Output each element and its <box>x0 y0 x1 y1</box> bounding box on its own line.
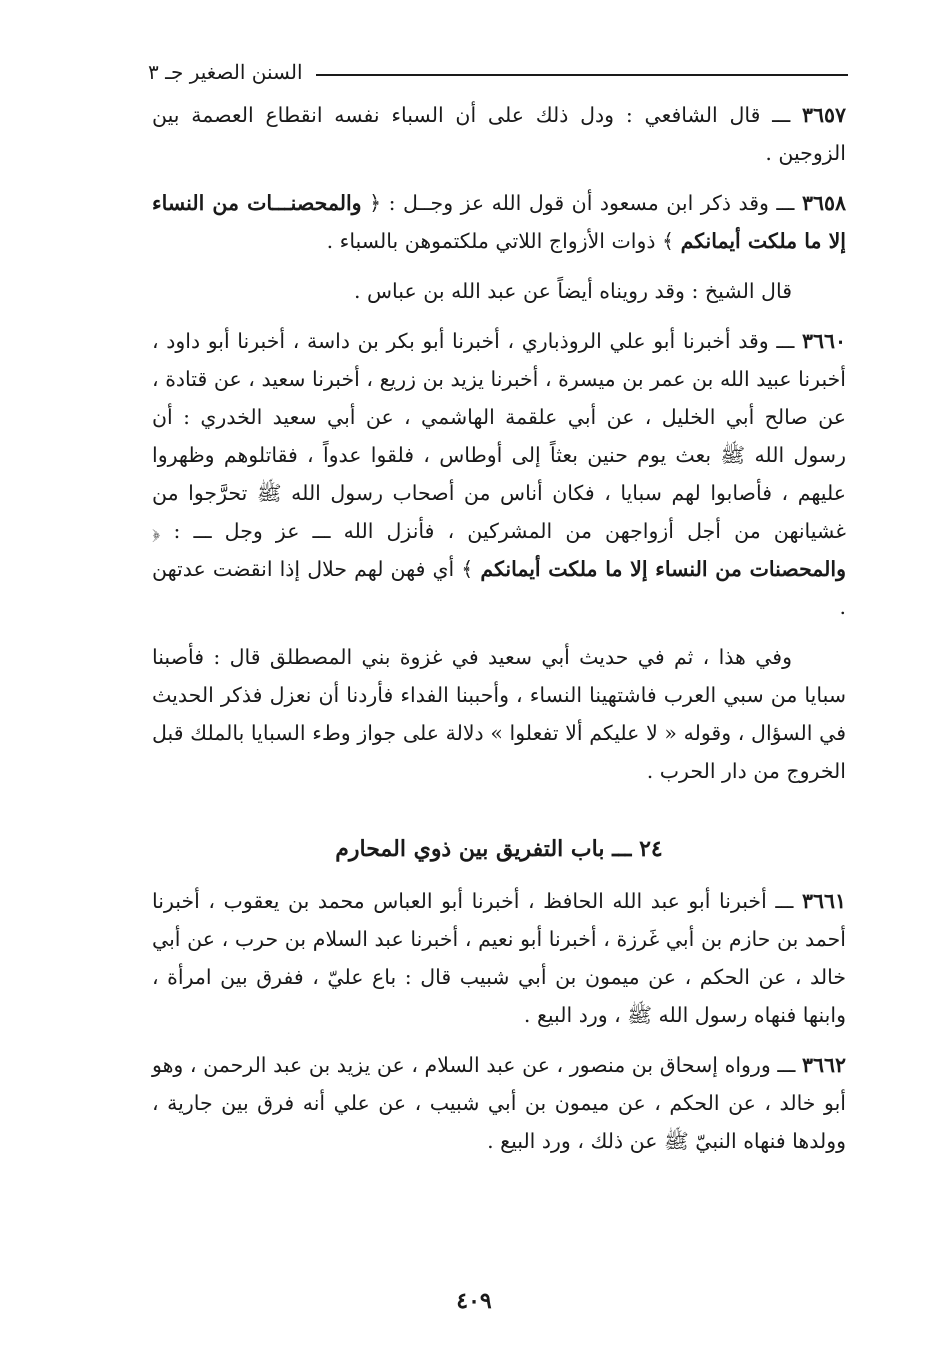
paragraph-3662 <box>152 1046 846 1160</box>
paragraph-sheikh-note <box>152 272 846 310</box>
chapter-heading: ٢٤ ـــ باب التفريق بين ذوي المحارم <box>335 836 663 862</box>
paragraph-text: ـــ قال الشافعي : ودل ذلك على أن السباء نفسه انقطاع العصمة بين الزوجين . <box>152 103 846 165</box>
hadith-number: ٣٦٦١ <box>801 889 846 913</box>
paragraph-text: ﴾ أي فهن لهم حلال إذا انقضت عدتهن . <box>152 557 846 619</box>
paragraph-3657 <box>152 96 846 172</box>
paragraph-commentary <box>152 638 846 790</box>
hadith-number: ٣٦٥٧ <box>801 103 846 127</box>
header-rule <box>316 74 848 76</box>
paragraph-text: قال الشيخ : وقد رويناه أيضاً عن عبد الله بن عباس . <box>354 279 792 303</box>
paragraph-text: ـــ وقد ذكر ابن مسعود أن قول الله عز وجــل : ﴿ <box>361 191 802 215</box>
hadith-number: ٣٦٦٢ <box>801 1053 846 1077</box>
quran-verse: والمحصنـــات من النساء إلا ما ملكت أيمانكم <box>152 191 846 253</box>
paragraph-text: ـــ ورواه إسحاق بن منصور ، عن عبد السلام ، عن يزيد بن عبد الرحمن ، وهو أبو خالد ، عن الحكم ، عن ميمون بن أبي شبيب ، عن علي أنه فرق بين جارية ، وولدها فنهاه النبيّ ﷺ عن ذلك ، ورد البيع . <box>152 1053 846 1153</box>
quran-verse: والمحصنات من النساء إلا ما ملكت أيمانكم <box>480 557 847 581</box>
hadith-number: ٣٦٦٠ <box>801 329 846 353</box>
paragraph-text: وفي هذا ، ثم في حديث أبي سعيد في غزوة بني المصطلق قال : فأصبنا سبايا من سبي العرب فاشتهينا النساء ، وأحببنا الفداء فأردنا أن نعزل فذكر الحديث في السؤال ، وقوله « لا عليكم ألا تفعلوا » دلالة على جواز وطء السبايا بالملك قبل الخروج من دار الحرب . <box>152 645 846 783</box>
paragraph-text: ـــ أخبرنا أبو عبد الله الحافظ ، أخبرنا أبو العباس محمد بن يعقوب ، أخبرنا أحمد بن حازم بن أبي غَرزة ، أخبرنا أبو نعيم ، أخبرنا عبد السلام بن حرب ، عن أبي خالد ، عن الحكم ، عن ميمون بن أبي شبيب قال : باع عليّ ، ففرق بين امرأة ، وابنها فنهاه رسول الله ﷺ ، ورد البيع . <box>152 889 846 1027</box>
page-header <box>148 58 848 88</box>
paragraph-3658 <box>152 184 846 260</box>
hadith-number: ٣٦٥٨ <box>801 191 846 215</box>
paragraph-text: ﴾ ذوات الأزواج اللاتي ملكتموهن بالسباء . <box>326 229 681 253</box>
page-body <box>152 96 846 1172</box>
page-number: ٤٠٩ <box>456 1288 492 1314</box>
paragraph-3660 <box>152 322 846 626</box>
paragraph-text: ـــ وقد أخبرنا أبو علي الروذباري ، أخبرنا أبو بكر بن داسة ، أخبرنا أبو داود ، أخبرنا عبيد الله بن عمر بن ميسرة ، أخبرنا يزيد بن زريع ، أخبرنا سعيد ، عن قتادة ، عن صالح أبي الخليل ، عن أبي علقمة الهاشمي ، عن أبي سعيد الخدري : أن رسول الله ﷺ بعث يوم حنين بعثاً إلى أوطاس ، فلقوا عدواً ، فقاتلوهم وظهروا عليهم ، فأصابوا لهم سبايا ، فكان أناس من أصحاب رسول الله ﷺ تحرَّجوا من غشيانهن من أجل أزواجهن من المشركين ، فأنزل الله ـــ عز وجل ـــ : ﴿ <box>152 329 846 543</box>
running-title: السنن الصغير جـ ٣ <box>148 60 303 84</box>
paragraph-3661 <box>152 882 846 1034</box>
